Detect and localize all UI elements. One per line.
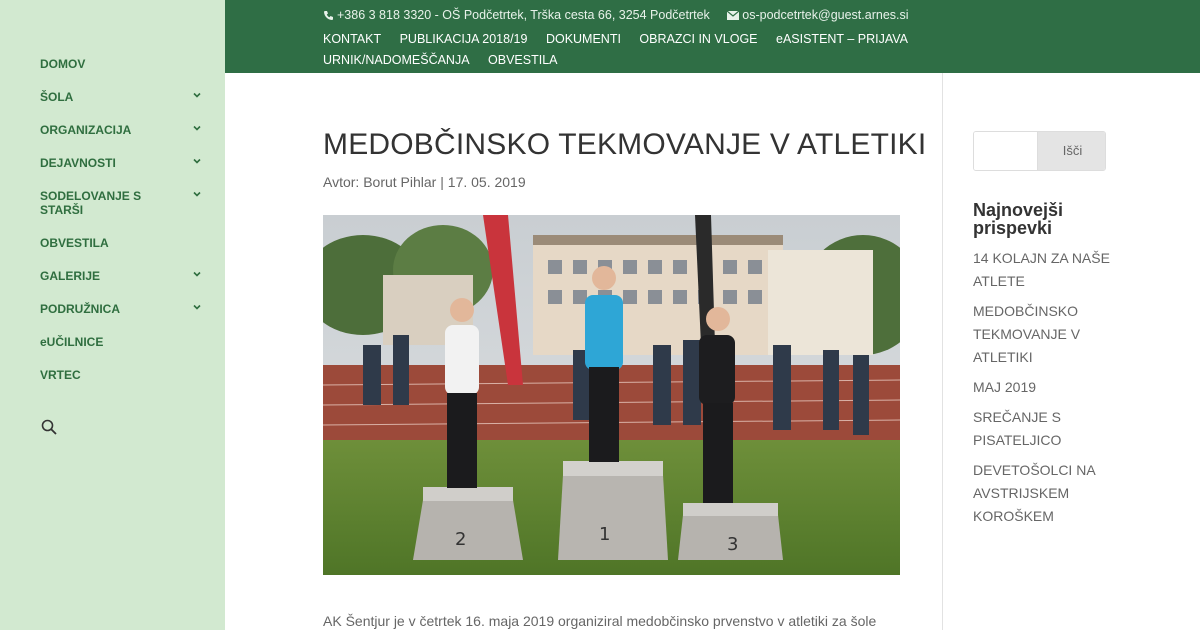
sidebar-item-label: SODELOVANJE S STARŠI — [40, 189, 142, 217]
svg-text:2: 2 — [455, 529, 467, 550]
sidebar-nav — [0, 0, 225, 630]
top-menu — [323, 29, 1063, 71]
phone-icon — [323, 10, 334, 21]
svg-text:1: 1 — [599, 524, 611, 545]
chevron-down-icon[interactable] — [192, 269, 202, 279]
chevron-down-icon[interactable] — [192, 123, 202, 133]
chevron-down-icon[interactable] — [192, 302, 202, 312]
chevron-down-icon[interactable] — [192, 156, 202, 166]
svg-text:3: 3 — [727, 534, 739, 555]
sidebar-item-label: GALERIJE — [40, 269, 101, 283]
sidebar-item-eucilnice[interactable] — [40, 335, 210, 349]
recent-post-link[interactable]: MEDOBČINSKO TEKMOVANJE V ATLETIKI — [973, 303, 1081, 365]
podium-photo — [323, 215, 900, 575]
recent-post-link[interactable]: MAJ 2019 — [973, 379, 1037, 395]
author-link[interactable]: Borut Pihlar — [363, 174, 437, 190]
search-icon[interactable] — [40, 418, 58, 436]
sidebar-item-sodelovanje[interactable] — [40, 189, 210, 217]
topmenu-urnik[interactable]: URNIK/NADOMEŠČANJA — [323, 53, 470, 67]
author-prefix: Avtor: — [323, 174, 364, 190]
featured-photo[interactable] — [323, 215, 900, 575]
search-button[interactable]: Išči — [1037, 132, 1106, 170]
topmenu-publikacija[interactable]: PUBLIKACIJA 2018/19 — [399, 32, 528, 46]
sidebar-item-label: OBVESTILA — [40, 236, 109, 250]
recent-posts-list — [973, 247, 1113, 535]
mail-icon — [727, 11, 739, 20]
topmenu-obrazci[interactable]: OBRAZCI IN VLOGE — [639, 32, 758, 46]
sidebar-item-domov[interactable] — [40, 57, 210, 71]
email-text: os-podcetrtek@guest.arnes.si — [742, 8, 909, 22]
sidebar-item-obvestila[interactable] — [40, 236, 210, 250]
topmenu-obvestila[interactable]: OBVESTILA — [488, 53, 558, 67]
recent-post-link[interactable]: SREČANJE S PISATELJICO — [973, 409, 1062, 448]
sidebar-item-label: VRTEC — [40, 368, 81, 382]
recent-post-link[interactable]: 14 KOLAJN ZA NAŠE ATLETE — [973, 250, 1110, 289]
sidebar-item-label: DEJAVNOSTI — [40, 156, 116, 170]
topmenu-dokumenti[interactable]: DOKUMENTI — [545, 32, 621, 46]
search-form — [973, 131, 1106, 171]
chevron-down-icon[interactable] — [192, 189, 202, 199]
post-date: 17. 05. 2019 — [447, 174, 526, 190]
sidebar-item-podruznica[interactable] — [40, 302, 210, 316]
sidebar-item-galerije[interactable] — [40, 269, 210, 283]
sidebar-item-dejavnosti[interactable] — [40, 156, 210, 170]
phone-address: +386 3 818 3320 - OŠ Podčetrtek, Trška cesta 66, 3254 Podčetrtek — [337, 8, 710, 22]
recent-posts-title: Najnovejši prispevki — [973, 200, 1064, 238]
contact-line — [323, 8, 909, 22]
sidebar-item-organizacija[interactable] — [40, 123, 210, 137]
sidebar-item-sola[interactable] — [40, 90, 210, 104]
email-link[interactable] — [727, 8, 908, 22]
sidebar-item-vrtec[interactable] — [40, 368, 210, 382]
sidebar-item-label: PODRUŽNICA — [40, 302, 120, 316]
meta-separator: | — [436, 174, 448, 190]
post-title: MEDOBČINSKO TEKMOVANJE V ATLETIKI — [323, 128, 927, 161]
sidebar-item-label: eUČILNICE — [40, 335, 104, 349]
post-meta — [323, 174, 526, 190]
topmenu-kontakt[interactable]: KONTAKT — [323, 32, 382, 46]
recent-post-link[interactable]: DEVETOŠOLCI NA AVSTRIJSKEM KOROŠKEM — [973, 462, 1095, 524]
search-input[interactable] — [974, 132, 1038, 170]
chevron-down-icon[interactable] — [192, 90, 202, 100]
main-content — [225, 73, 942, 630]
topmenu-easistent[interactable]: eASISTENT – PRIJAVA — [776, 32, 908, 46]
sidebar-item-label: DOMOV — [40, 57, 86, 71]
sidebar-item-label: ŠOLA — [40, 90, 74, 104]
post-excerpt: AK Šentjur je v četrtek 16. maja 2019 organiziral medobčinsko prvenstvo v atletiki za šole — [323, 613, 877, 629]
right-sidebar — [943, 73, 1200, 630]
top-header — [225, 0, 1200, 73]
sidebar-item-label: ORGANIZACIJA — [40, 123, 132, 137]
